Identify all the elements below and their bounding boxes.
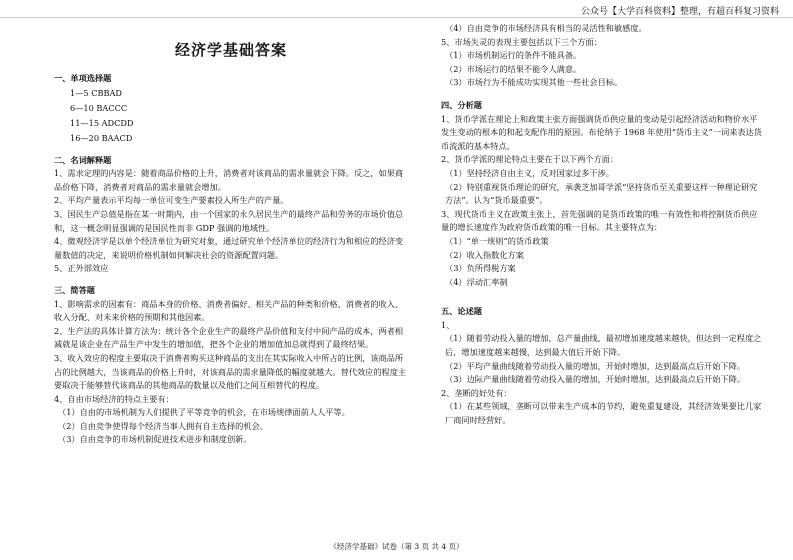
- header-divider: [0, 17, 793, 18]
- sub-item: （1）坚持经济自由主义，反对国家过多干涉。: [445, 167, 614, 178]
- sub-item: （3）自由竞争的市场机制促进技术进步和制度创新。: [58, 434, 252, 445]
- paragraph: 2、垄断的好处有：: [441, 387, 512, 398]
- document-title: 经济学基础答案: [174, 41, 287, 59]
- paragraph: 3、现代货币主义在政策主张上，首先强调的是货币政策的唯一有效性和将控制货币供应量的增长速度作为政府货币政策的唯一目标。其主要特点为：: [441, 208, 758, 233]
- page-footer: 《经济学基础》试卷（第 3 页 共 4 页）: [329, 542, 464, 551]
- section-heading: 三、简答题: [54, 284, 95, 295]
- section-heading: 二、名词解释题: [54, 154, 112, 165]
- paragraph: 4、自由市场经济的特点主要有：: [54, 393, 174, 404]
- answer-row: 11—15 ADCDD: [70, 117, 134, 128]
- spacer: [441, 289, 764, 297]
- paragraph: 2、平均产量表示平均每一单位可变生产要素投入所生产的产量。: [54, 195, 289, 206]
- right-column: [441, 22, 764, 428]
- sub-item: （4）自由竞争的市场经济具有相当的灵活性和敏感度。: [445, 23, 647, 33]
- sub-item: （2）平均产量曲线随着劳动投入量的增加，开始时增加，达到最高点后开始下降。: [445, 360, 745, 371]
- sub-item: （4）浮动汇率制: [445, 276, 508, 287]
- sub-item: （1）随着劳动投入量的增加，总产量曲线，最初增加速度越来越快，但达到一定程度之后，增加速度越来越慢，达到最大值后开始下降。: [445, 333, 762, 358]
- paragraph: 5、市场失灵的表现主要包括以下三个方面：: [441, 36, 602, 47]
- left-column: [54, 22, 408, 447]
- answer-row: 16—20 BAACD: [70, 132, 133, 143]
- paragraph: 1、需求定理的内容是：随着商品价格的上升，消费者对该商品的需求量就会下降。反之，如果商品价格下降，消费者对商品的需求量就会增加。: [54, 168, 404, 192]
- paragraph: 3、收入效应的程度主要取决于消费者购买这种商品的支出在其实际收入中所占的比例，该商品所占的比例越大，当该商品的价格上升时，对该商品的需求量降低的幅度就越大。替代效应的程度主要取决于能够替代该商品的其他商品的数量以及他们之间互相替代的程度。: [54, 352, 407, 391]
- paragraph: 5、正外部效应: [54, 263, 109, 274]
- section-heading: 一、单项选择题: [54, 73, 112, 83]
- sub-item: （3）市场行为不能成功实现其他一些社会目标。: [445, 77, 623, 88]
- spacer: [441, 90, 764, 98]
- answer-row: 1—5 CBBAD: [70, 87, 122, 98]
- sub-item: （2）特别重视货币理论的研究，承袭芝加哥学派“坚持货币至关重要这样一种理论研究方法”。认为“货币最重要”。: [445, 181, 758, 206]
- header-note: 公众号【大学百科资料】整理，有超百科复习资料: [580, 7, 779, 17]
- sub-item: （3）边际产量曲线随着劳动投入量的增加，开始时增加，达到最高点后开始下降。: [445, 374, 745, 385]
- section-heading: 四、分析题: [441, 99, 482, 110]
- sub-item: （1）市场机制运行的条件不能具备。: [445, 50, 582, 61]
- section-heading: 五、论述题: [441, 306, 482, 317]
- sub-item: （1）“单一规则”的货币政策: [445, 235, 549, 246]
- sub-item: （1）在某些领域，垄断可以带来生产成本的节约，避免重复建设，其经济效果要比几家厂商同时经营好。: [445, 401, 762, 426]
- sub-item: （2）收入指数化方案: [445, 249, 524, 260]
- left-column-body: [54, 72, 408, 447]
- paragraph: 1、货币学派在理论上和政策主张方面强调货币供应量的变动是引起经济活动和物价水平发生变动的根本的和起支配作用的原因。布伦纳于 1968 年使用“货币主义”一词来表达货币流派的基本特点。: [441, 113, 762, 151]
- answer-row: 6—10 BACCC: [70, 102, 128, 113]
- sub-item: （2）市场运行的结果不能令人满意。: [445, 63, 582, 74]
- sub-item: （3）负所得税方案: [445, 263, 516, 274]
- paragraph: 1、: [441, 319, 455, 330]
- paragraph: 2、生产法的具体计算方法为：统计各个企业生产的最终产品价值和支付中间产品的成本，两者相减就是该企业在产品生产中发生的增加值，把各个企业的增加值加总就得到了最终结果。: [54, 325, 404, 350]
- paragraph: 4、微观经济学是以单个经济单位为研究对象，通过研究单个经济单位的经济行为和相应的经济变量数值的决定，来说明价格机制如何解决社会的资源配置问题。: [54, 236, 404, 260]
- sub-item: （2）自由竞争使得每个经济当事人拥有自主选择的机会。: [58, 420, 268, 431]
- right-column-body: [441, 22, 764, 428]
- paragraph: 3、国民生产总值是指在某一时期内，由一个国家的永久居民生产的最终产品和劳务的市场价值总和，这一概念明显强调的是国民性而非 GDP 强调的地域性。: [54, 208, 404, 233]
- paragraph: 1、影响需求的因素有：商品本身的价格、消费者偏好、相关产品的种类和价格、消费者的收入、收入分配、对未来价格的预期和其他因素。: [54, 298, 404, 323]
- paragraph: 2、货币学派的理论特点主要在于以下两个方面：: [441, 154, 619, 165]
- sub-item: （1）自由的市场机制为人们提供了平等竞争的机会，在市场规律面前人人平等。: [58, 407, 350, 418]
